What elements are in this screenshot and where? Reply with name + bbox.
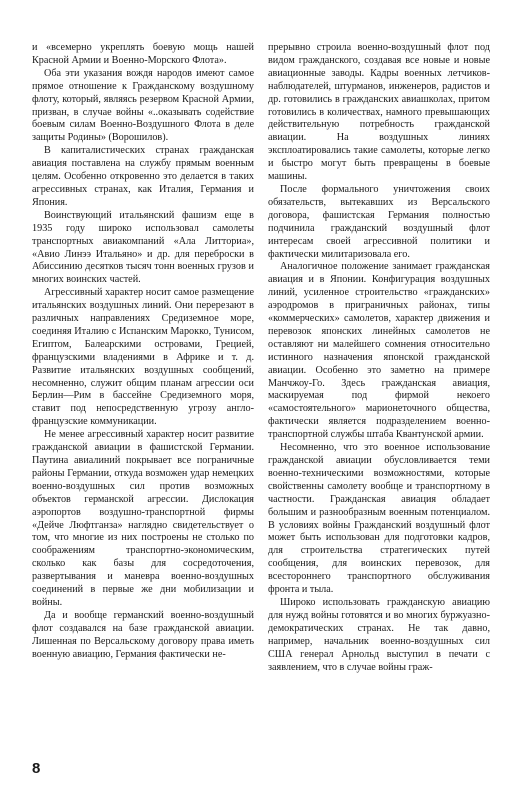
paragraph: прерывно строила военно-воздушный флот под видом гражданского, создавая все новые и новые авиационные заводы. Кадры военных летчиков-наблюдателей, штурманов, инженеров, радистов и др. готовились в гражданских авиашколах, притом готовились в количествах, намного превышающих действительную потребность гражданской авиации. На воздушных линиях эксплоатировались такие самолеты, которые легко и быстро могут быть превращены в боевые машины. — [268, 42, 490, 183]
paragraph: и «всемерно укреплять боевую мощь нашей Красной Армии и Военно-Морского Флота». — [32, 42, 254, 66]
paragraph: Воинствующий итальянский фашизм еще в 1935 году широко использовал самолеты транспортных авиакомпаний «Ала Литториа», «Авио Линээ Итальяно» и др. для переброски в Абиссинию десятков тысяч тонн военных грузов и многих воинских частей. — [32, 209, 254, 286]
text-column-right — [268, 42, 490, 674]
paragraph: Агрессивный характер носит самое размещение итальянских воздушных линий. Они перерезают в различных направлениях Средиземное море, соединяя Италию с Испанским Марокко, Тунисом, Египтом, Балеарскими островами, Грецией, французскими владениями в Африке и т. д. Развитие итальянских воздушных сообщений, несомненно, служит общим планам агрессии оси Берлин—Рим в бассейне Средиземного моря, ставит под непосредственную угрозу англо-французские коммуникации. — [32, 287, 254, 428]
paragraph: Широко использовать гражданскую авиацию для нужд войны готовятся и во многих буржуазно-демократических странах. Не так давно, например, начальник военно-воздушных сил США генерал Арнольд выступил в печати с заявлением, что в случае войны граж- — [268, 596, 490, 673]
paragraph: После формального уничтожения своих обязательств, вытекавших из Версальского договора, фашистская Германия полностью подчинила гражданский воздушный флот интересам своей агрессивной политики и фактически милитаризовала его. — [268, 183, 490, 260]
paragraph: Аналогичное положение занимает гражданская авиация и в Японии. Конфигурация воздушных линий, усиленное строительство «гражданских» аэродромов в приграничных районах, типы «коммерческих» самолетов, характер движения и перевозок японских линейных самолетов не оставляют ни малейшего сомнения относительно истинного назначения японской гражданской авиации. Особенно это заметно на примере Манчжоу-Го. Здесь гражданская авиация, маскируемая под фирмой некоего «самостоятельного» марионеточного общества, фактически является подразделением военно-транспортной службы штаба Квантунской армии. — [268, 261, 490, 441]
paragraph: Оба эти указания вождя народов имеют самое прямое отношение к Гражданскому воздушному флоту, который, являясь резервом Красной Армии, призван, в случае войны «..оказывать содействие боевым силам Военно-Воздушного Флота в деле защиты Родины» (Ворошилов). — [32, 67, 254, 144]
text-column-left — [32, 42, 254, 662]
paragraph: В капиталистических странах гражданская авиация поставлена на службу прямым военным целям. Особенно откровенно это делается в таких агрессивных странах, как Италия, Германия и Япония. — [32, 145, 254, 208]
paragraph: Несомненно, что это военное использование гражданской авиации обусловливается теми военно-техническими возможностями, которые свойственны самолету вообще и транспортному в частности. Гражданская авиация обладает большим и разнообразным военным потенциалом. В условиях войны Гражданский воздушный флот может быть использован для подготовки кадров, для строительства стратегических путей сообщения, для воинских перевозок, для всестороннего транспортного обслуживания фронта и тыла. — [268, 442, 490, 596]
page-number: 8 — [32, 760, 41, 777]
paragraph: Да и вообще германский военно-воздушный флот создавался на базе гражданской авиации. Лишенная по Версальскому договору права иметь военную авиацию, Германия фактически не- — [32, 609, 254, 660]
paragraph: Не менее агрессивный характер носит развитие гражданской авиации в фашистской Германии. Паутина авиалиний покрывает все пограничные районы Германии, откуда возможен удар немецких военно-воздушных сил против возможных объектов германской агрессии. Дислокация аэропортов воздушно-транспортной фирмы «Дейче Люфтганза» наглядно свидетельствует о том, что многие из них построены не столько по соображениям транспортно-экономическим, сколько как базы для сосредоточения, развертывания и маневра военно-воздушных соединений в первые же дни мобилизации и войны. — [32, 429, 254, 608]
